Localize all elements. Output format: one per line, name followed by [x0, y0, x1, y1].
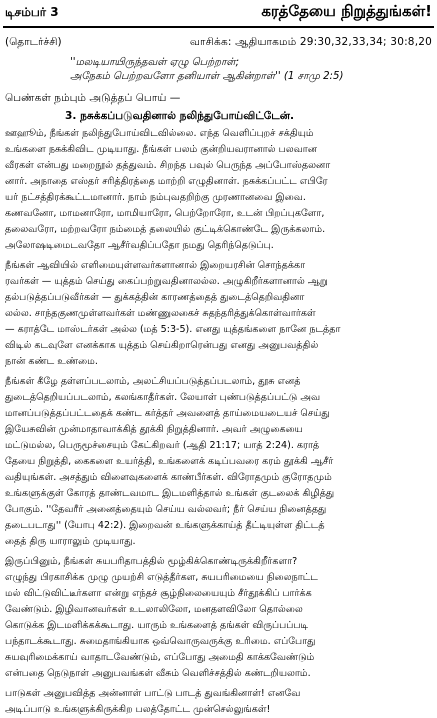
paragraph-line: விடில் கடவுளே எனக்காக யுத்தம் செய்கிறாரென்பது எனது அனுபவத்தில்: [5, 340, 319, 351]
paragraph: [5, 686, 433, 718]
reading-reference: வாசிக்க: ஆதியாகமம் 29:30,32,33,34; 30:8,20: [189, 36, 432, 48]
paragraph-line: ரவர்கள் — யுத்தம் செய்து கைப்பற்றுவதினாலல்ல. அழுகிறீர்களானால் ஆறு: [5, 276, 328, 287]
header-date: டிசம்பர் 3: [5, 5, 59, 19]
paragraph-line: நீங்கள் ஆவியில் எளிமையுள்ளவர்களானால் இறையரசின் சொந்தக்கா: [5, 260, 306, 271]
paragraph-line: னார். அநாதை எஸ்தர் சரித்திரத்தை மாற்றி எழுதினாள். நசுக்கப்பட்ட எபிரே: [5, 176, 328, 187]
paragraph-line: துடைத்தெறியப்படலாம், கலங்காதீர்கள். லேயாள் புண்படுத்தப்பட்டு அவ: [5, 392, 321, 403]
paragraph-line: பந்தாடக்கூடாது. சுமைதாங்கியாக ஒவ்வொருவருக்கு உரிமை. எப்போது: [5, 636, 316, 647]
paragraph-line: கொடுக்க இடமளிக்கக்கூடாது. யாரும் உங்களைத் தங்கள் விருப்பப்படி: [5, 620, 309, 631]
paragraph-line: தடைபடாது'' (யோபு 42:2). இறைவன் உங்களுக்காய்த் தீட்டியுள்ள திட்டத்: [5, 520, 325, 531]
intro-text: பெண்கள் நம்பும் அடுத்தப் பொய் —: [5, 92, 181, 104]
paragraph-line: வேண்டும். இழிவானவர்கள் உடலாலிலோ, மனதளவிலோ தொல்லை: [5, 604, 303, 615]
paragraph-line: வீரகள் என்பது மறைநூல் தத்துவம். சிறந்த பவுல் பெருந்த அப்போஸ்தலனா: [5, 160, 331, 171]
paragraph-line: கணவனோ, மாமனாரோ, மாமியாரோ, பெற்றோரோ, உடன் பிறப்புகளோ,: [5, 208, 325, 219]
paragraph-line: போகும். ''தேவரீர் அனைத்தையும் செய்ய வல்லவர்; நீர் செய்ய நினைத்தது: [5, 504, 327, 515]
paragraph: [5, 258, 433, 370]
paragraph-line: பாடுகள் அனுபவித்த அன்னாள் பாட்டு பாடத் துவங்கினாள்! எனவே: [5, 688, 301, 699]
paragraph-line: நான் கண்ட உண்மை.: [5, 356, 98, 367]
page-header: [3, 2, 434, 28]
paragraph-line: யர் நட்சத்திரக்கூட்டமானார். நாம் நம்புவதறிற்கு முரணானவை இவை.: [5, 192, 306, 203]
paragraph-line: தல்படுத்தப்படுவீர்கள் — துக்கத்தின் காரணத்தைத் துடைத்தெறிவதினா: [5, 292, 305, 303]
paragraph-line: தலைவரோ, மற்றவரோ நம்மைத் தலையில் குட்டிக்கொண்டே இருக்கலாம்.: [5, 224, 326, 235]
paragraph-line: வதியுங்கள். அசத்தும் விளைவுகளைக் காண்பீர்கள். விரோதமும் குரோதமும்: [5, 472, 332, 483]
paragraph-line: இயேசுவின் முன்மாதாவாக்கித் தூக்கி நிறுத்தினார். அவர் அழுகையை: [5, 424, 303, 435]
paragraph-line: சுயவுரிமைக்காய் வாதாடவேண்டும், எப்போது அமைதி காக்கவேண்டும்: [5, 652, 315, 663]
header-title: கரத்தேயை நிறுத்துங்கள்!: [261, 2, 432, 20]
key-verse-line-2: அநேகம் பெற்றவளோ தனியாள் ஆகின்றாள்'' (1 சாமு 2:5): [70, 71, 344, 82]
paragraph-line: ஊஹூம், நீங்கள் நலிந்துபோய்விடவில்லை. எந்த வெளிப்புறச் சக்தியும்: [5, 128, 314, 139]
key-verse: [70, 56, 430, 84]
paragraph-line: அலோஷடிமைடவதோ ஆசீர்வதிப்பதோ நமது தெரிந்தெடுப்பு.: [5, 240, 274, 251]
paragraph: [5, 126, 433, 254]
paragraph-line: — கராத்டே மாஸ்டர்கள் அல்ல (மத் 5:3-5). எனது யுத்தங்களை நானே நடத்தா: [5, 324, 341, 335]
paragraph-line: மானப்படுத்தப்பட்டதைக் கண்ட கர்த்தர் அவளைத் தாய்மையடையச் செய்து: [5, 408, 330, 419]
key-verse-line-1: ''மலடியாயிருந்தவள் ஏழு பெற்றாள்;: [70, 57, 240, 68]
paragraph-line: மல் விட்டுவிட்டீர்களா என்று எந்தச் சூழ்நிலையையும் சீர்தூக்கிப் பார்க்க: [5, 588, 312, 599]
paragraph-line: தைத் திரு யாராலும் முடியாது.: [5, 536, 136, 547]
paragraph-line: லல்ல. சாந்தகுணமுள்ளவர்கள் மண்ணுலகைச் சுதந்தரித்துக்கொள்வார்கள்: [5, 308, 316, 319]
section-subtitle: 3. நசுக்கப்படுவதினால் நலிந்துபோய்விட்டேன்.: [65, 110, 295, 122]
paragraph-line: தேயை நிறுத்தி, கைகளை உயர்த்தி, உங்களைக் கடிப்பவரை கரம் தூக்கி ஆசீர்: [5, 456, 334, 467]
paragraph-line: அடிப்பாடு உங்களுக்கிருக்கிற பலத்தோட்ட முன்செல்லுங்கள்!: [5, 704, 271, 715]
paragraph: [5, 554, 433, 682]
continued-label: (தொடர்ச்சி): [5, 36, 62, 48]
paragraph-line: நீங்கள் கீழே தள்ளப்படலாம், அலட்சியப்படுத்தப்படலாம், தூசு எனத்: [5, 376, 301, 387]
paragraph-line: இருப்பினும், நீங்கள் சுயபரிதாபத்தில் மூழ்கிக்கொண்டிருக்கிறீர்களா?: [5, 556, 298, 567]
paragraph-line: உங்களை நசுக்கிவிட முடியாது. நீங்கள் பலம் குன்றியவரானால் பலவான: [5, 144, 318, 155]
paragraph-line: என்பதை நெடுநாள் அனுபவங்கள் வீசும் வெளிச்சத்தில் கண்டறியலாம்.: [5, 668, 311, 679]
body-text: [5, 126, 433, 718]
paragraph: [5, 374, 433, 550]
paragraph-line: எழுந்து பிரகாசிக்க முழு முயற்சி எடுத்தீர்கள, சுயபரிமையை நிலைநாட்ட: [5, 572, 318, 583]
paragraph-line: உங்களுக்குள் கோரத் தாண்டவமாட இடமளித்தால் உங்கள் குடலைக் கிழித்து: [5, 488, 335, 499]
paragraph-line: மட்டுமல்ல, பெருமூச்சையும் கேட்கிறவர் (ஆதி 21:17; யாத் 2:24). கராத்: [5, 440, 320, 451]
